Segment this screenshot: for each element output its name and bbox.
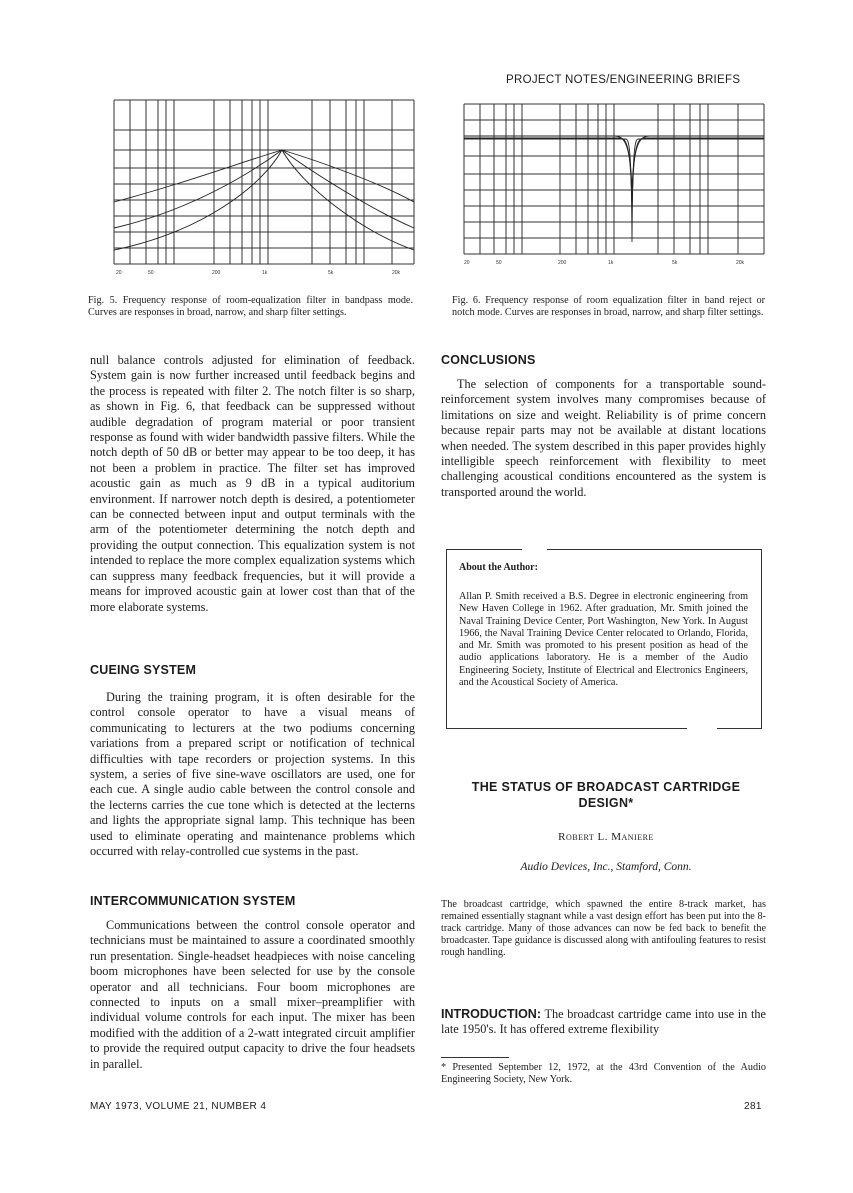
- footer-issue: MAY 1973, VOLUME 21, NUMBER 4: [90, 1101, 267, 1112]
- svg-text:50: 50: [496, 260, 502, 266]
- conclusions-heading: CONCLUSIONS: [441, 353, 536, 367]
- left-column-intercom: [90, 918, 415, 1072]
- svg-text:20k: 20k: [392, 270, 401, 276]
- intercom-heading: INTERCOMMUNICATION SYSTEM: [90, 894, 296, 908]
- svg-text:20: 20: [464, 260, 470, 266]
- svg-text:50: 50: [148, 270, 154, 276]
- left-column-intro: [90, 353, 415, 615]
- svg-text:5k: 5k: [672, 260, 678, 266]
- about-author-box: [446, 549, 762, 729]
- article-author: Robert L. Maniere: [558, 831, 654, 843]
- conclusions-paragraph: The selection of components for a transportable sound-reinforcement system involves many compromises because of limitations on size and weight. Reliability is of prime concern because repair parts may not be available at distant locations when needed. The system described in this paper provides highly intelligible speech reinforcement with flexibility to meet challenging acoustical conditions encountered as the system is transported around the world.: [441, 377, 766, 499]
- left-column-cueing: [90, 690, 415, 859]
- introduction-block: [441, 1007, 766, 1038]
- footer-page-number: 281: [744, 1101, 762, 1112]
- figure-5-plot: [92, 92, 430, 292]
- svg-text:1k: 1k: [608, 260, 614, 266]
- figure-6-caption: Fig. 6. Frequency response of room equalization filter in band reject or notch mode. Curves are responses in broad, narrow, and sharp filter settings.: [452, 295, 765, 318]
- article-title-line-1: THE STATUS OF BROADCAST CARTRIDGE: [471, 780, 741, 794]
- svg-text:20: 20: [116, 270, 122, 276]
- figure-5-caption: Fig. 5. Frequency response of room-equalization filter in bandpass mode. Curves are responses in broad, narrow, and sharp filter settings.: [88, 295, 413, 318]
- introduction-heading: INTRODUCTION:: [441, 1007, 541, 1021]
- running-head: PROJECT NOTES/ENGINEERING BRIEFS: [506, 74, 741, 86]
- svg-text:5k: 5k: [328, 270, 334, 276]
- article-title-line-2: DESIGN*: [578, 796, 634, 810]
- figure-6-plot: [446, 92, 776, 272]
- intercom-paragraph: Communications between the control console operator and technicians must be maintained to assure a coordinated smoothly run presentation. Single-headset headpieces with noise canceling boom microphones have been selected for use by the console operator and all technicians. Four boom microphones are connected to inputs on a small mixer–preamplifier with individual volume controls for each input. The mixer has been modified with the addition of a 2-watt integrated circuit amplifier to provide the required output capacity to drive the four headsets in parallel.: [90, 918, 415, 1071]
- article-abstract: The broadcast cartridge, which spawned the entire 8-track market, has remained essentially stagnant while a vast design effort has been put into the 8-track cartridge. Many of those advances can now be fed back to benefit the broadcaster. Tape guidance is discussed along with antifouling features to resist rough handling.: [441, 899, 766, 958]
- svg-text:200: 200: [212, 270, 221, 276]
- footnote-rule: [441, 1057, 509, 1058]
- svg-text:1k: 1k: [262, 270, 268, 276]
- cueing-heading: CUEING SYSTEM: [90, 663, 197, 677]
- footnote: * Presented September 12, 1972, at the 43rd Convention of the Audio Engineering Society, New York.: [441, 1062, 766, 1085]
- about-author-title: About the Author:: [459, 562, 538, 573]
- svg-text:200: 200: [558, 260, 567, 266]
- cueing-paragraph: During the training program, it is often desirable for the control console operator to have a visual means of communicating to lecturers at the two podiums concerning variations from a prepared script or notification of technical difficulties with tape recorders or projection systems. In this system, a series of five sine-wave oscillators are used, one for each cue. A single audio cable between the control console and the lecterns carries the cue tone which is detected at the lecterns and lights the appropriate signal lamp. This technique has been used to eliminate operating and maintenance problems which occurred with relay-controlled cue systems in the past.: [90, 690, 415, 859]
- right-column-conclusions: [441, 377, 766, 500]
- svg-text:20k: 20k: [736, 260, 745, 266]
- article-affiliation: Audio Devices, Inc., Stamford, Conn.: [520, 861, 692, 873]
- intro-paragraph: null balance controls adjusted for elimination of feedback. System gain is now further increased until feedback begins and the process is repeated with filter 2. The notch filter is so sharp, as shown in Fig. 6, that feedback can be suppressed without audible degradation of program material or poor transient response as found with wider bandwidth passive filters. While the notch depth of 50 dB or better may appear to be too deep, it has not been a problem in practice. The filter set has improved acoustic gain as much as 9 dB in a typical auditorium environment. If narrower notch depth is desired, a potentiometer can be connected between input and output terminals with the arm of the potentiometer determining the notch depth and providing the output connection. This equalization system is not intended to replace the more complex equalization systems which can suppress many feedback frequencies, but it will provide a means for improved acoustic gain at lower cost than that of the more elaborate systems.: [90, 353, 415, 614]
- introduction-text: The broadcast cartridge came into use in the late 1950's. It has offered extreme flexibility: [441, 1007, 766, 1037]
- about-author-text: Allan P. Smith received a B.S. Degree in electronic engineering from New Haven College in 1962. After graduation, Mr. Smith joined the Naval Training Device Center, Port Washington, New York. In August 1966, the Naval Training Device Center relocated to Orlando, Florida, and Mr. Smith was promoted to his present position as head of the audio applications laboratory. He is a member of the Audio Engineering Society, Institute of Electrical and Electronics Engineers, and the Acoustical Society of America.: [459, 591, 748, 689]
- article-title: [441, 779, 771, 811]
